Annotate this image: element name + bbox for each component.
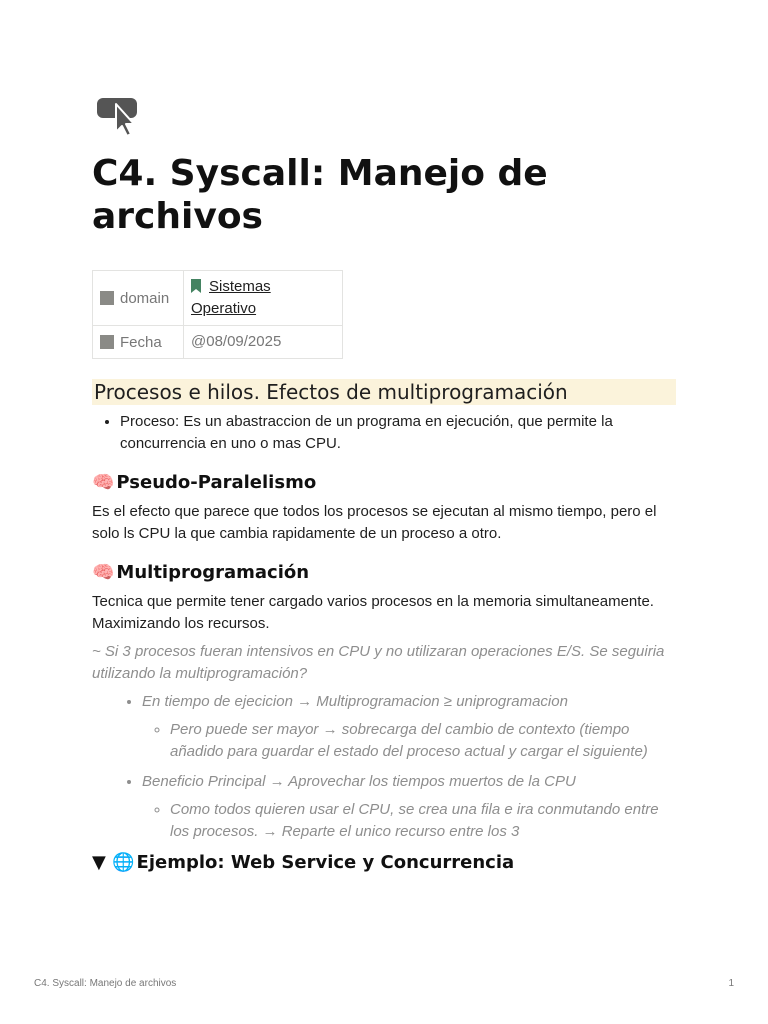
heading-text: Multiprogramación <box>116 562 310 583</box>
property-type-icon <box>100 335 114 349</box>
bullet-list <box>92 691 676 843</box>
date-value[interactable]: @08/09/2025 <box>184 326 343 359</box>
page-number: 1 <box>728 978 734 989</box>
document-page <box>92 96 676 881</box>
paragraph: Tecnica que permite tener cargado varios procesos en la memoria simultaneamente. Maximizando los recursos. <box>92 593 654 632</box>
paragraph: Es el efecto que parece que todos los procesos se ejecutan al mismo tiempo, pero el solo ls CPU la que cambia rapidamente de un proceso a otro. <box>92 503 657 542</box>
bullet-list <box>92 411 676 455</box>
nested-list <box>142 799 676 843</box>
property-key: domain <box>120 289 170 307</box>
heading-pseudo-paralelismo <box>92 471 676 495</box>
globe-icon: 🌐 <box>112 852 135 873</box>
page-footer <box>34 978 734 989</box>
brain-icon: 🧠 <box>92 562 115 583</box>
section-heading-procesos: Procesos e hilos. Efectos de multiprogramación <box>92 379 676 405</box>
page-title: C4. Syscall: Manejo de archivos <box>92 153 548 237</box>
list-item: • Proceso: Es un abastraccion de un programa en ejecución, que permite la concurrencia en uno o mas CPU. <box>120 411 676 455</box>
domain-link[interactable]: Sistemas Operativo <box>191 278 271 317</box>
footer-title: C4. Syscall: Manejo de archivos <box>34 978 177 989</box>
nested-list <box>142 719 676 763</box>
list-item: ◦ Como todos quieren usar el CPU, se crea una fila e ira conmutando entre los procesos. → Reparte el unico recurso entre los 3 <box>170 799 676 843</box>
property-row-domain <box>93 271 343 326</box>
toggle-heading-ejemplo[interactable] <box>92 851 676 875</box>
heading-text: Ejemplo: Web Service y Concurrencia <box>136 852 515 873</box>
list-item: • Beneficio Principal → Aprovechar los tiempos muertos de la CPU ◦ Como todos quieren usar el CPU, se crea una fila e ira conmutando entre los procesos. → Reparte el unico recurso entre los 3 <box>142 771 676 843</box>
list-item: ◦ Pero puede ser mayor → sobrecarga del cambio de contexto (tiempo añadido para guardar el estado del proceso actual y cargar el siguiente) <box>170 719 676 763</box>
pointer-cursor-icon <box>92 96 142 138</box>
property-key: Fecha <box>120 333 162 351</box>
list-item: • En tiempo de ejecicion → Multiprogramacion ≥ uniprogramacion ◦ Pero puede ser mayor → sobrecarga del cambio de contexto (tiempo añadido para guardar el estado del proceso actual y cargar el siguiente) <box>142 691 676 763</box>
property-row-fecha <box>93 326 343 359</box>
properties-table <box>92 270 343 359</box>
brain-icon: 🧠 <box>92 472 115 493</box>
bookmark-icon <box>191 279 201 293</box>
toggle-triangle-icon[interactable]: ▼ <box>92 852 106 873</box>
heading-multiprogramacion <box>92 561 676 585</box>
property-type-icon <box>100 291 114 305</box>
heading-text: Pseudo-Paralelismo <box>116 472 317 493</box>
question-paragraph: ~ Si 3 procesos fueran intensivos en CPU y no utilizaran operaciones E/S. Se seguiria utilizando la multiprogramación? <box>92 643 665 682</box>
